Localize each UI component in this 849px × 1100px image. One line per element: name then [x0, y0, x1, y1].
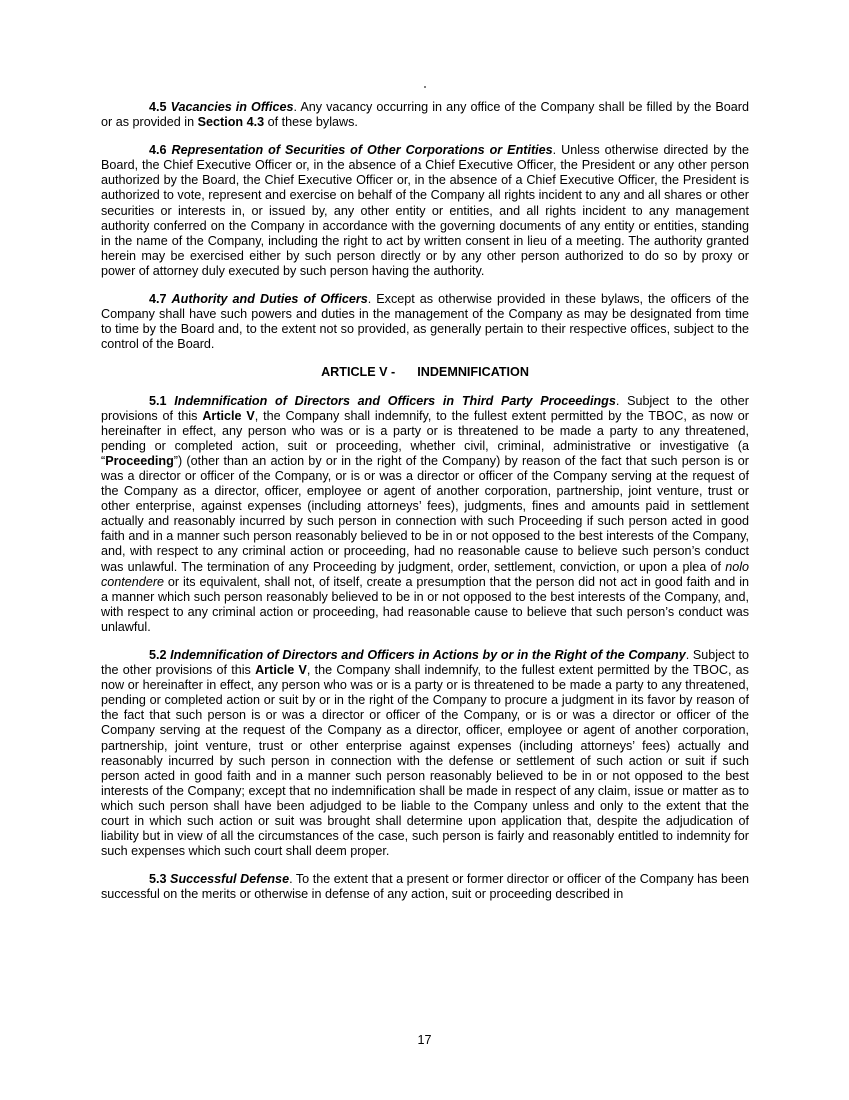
- document-page: [101, 100, 749, 916]
- section-4-7: [101, 292, 749, 352]
- defined-term: Proceeding: [105, 453, 174, 468]
- section-text: . Subject to the other provisions of this: [101, 393, 750, 423]
- section-text: . Except as otherwise provided in these bylaws, the officers of the Company shall have such powers and duties in the management of the Company as may be designated from time to time by the Board and, to the extent not so provided, as generally pertain to their respective offices, subject to the control of the Board.: [101, 292, 750, 352]
- section-text: , the Company shall indemnify, to the fullest extent permitted by the TBOC, as now or hereinafter in effect, any person who was or is a party or is threatened to be made a party to any threatened, pending or completed action or suit by or in the right of the Company to procure a judgment in its favor by reason of the fact that such person is or was a director or officer of the Company, or is or was a director or officer of the Company serving at the request of the Company as a director, officer, employee or agent of another corporation, partnership, joint venture, trust or other enterprise against expenses (including attorneys’ fees) actually and reasonably incurred by such person in connection with the defense or settlement of such action or suit if such person acted in good faith and in a manner such person reasonably believed to be in or not opposed to the best interests of the Company; except that no indemnification shall be made in respect of any claim, issue or matter as to which such person shall have been adjudged to be liable to the Company unless and only to the extent that the court in which such action or suit was brought shall determine upon application that, despite the adjudication of liability but in view of all the circumstances of the case, such person is fairly and reasonably entitled to indemnity for such expenses which such court shall deem proper.: [101, 663, 749, 859]
- article-name: INDEMNIFICATION: [417, 365, 529, 380]
- section-reference: Section 4.3: [197, 115, 265, 130]
- scan-speck: [424, 86, 426, 88]
- section-text: . Unless otherwise directed by the Board, the Chief Executive Officer or, in the absence of a Chief Executive Officer, the President or any other person authorized by the Board, the Chief Executive Officer or, in the absence of a Chief Executive Officer, the President is authorized to vote, represent and exercise on behalf of the Company all rights incident to any and all shares or other securities or interests in, or issued by, any other entity or entities, and all rights incident to any management authority conferred on the Company in accordance with the governing documents of any entity or entities, standing in the name of the Company, including the right to act by written consent in lieu of a meeting. The authority granted herein may be exercised either by such person directly or by any other person authorized to do so by proxy or power of attorney duly executed by such person having the authority.: [101, 143, 750, 278]
- section-text: . Subject to the other provisions of this: [101, 648, 749, 678]
- latin-term: nolo contendere: [101, 559, 749, 589]
- section-number: 5.1: [149, 393, 167, 408]
- section-title: Indemnification of Directors and Officers in Actions by or in the Right of the Company: [170, 648, 686, 662]
- section-title: Vacancies in Offices: [170, 100, 294, 114]
- section-number: 4.6: [149, 143, 167, 158]
- section-text: . Any vacancy occurring in any office of the Company shall be filled by the Board or as provided in: [101, 100, 749, 130]
- section-title: Indemnification of Directors and Officers in Third Party Proceedings: [174, 393, 616, 408]
- section-4-5: [101, 100, 749, 130]
- page-number: 17: [417, 1033, 432, 1047]
- section-text: of these bylaws.: [264, 115, 358, 130]
- section-text: . To the extent that a present or former director or officer of the Company has been successful on the merits or otherwise in defense of any action, suit or proceeding described in: [101, 872, 749, 902]
- section-title: Representation of Securities of Other Corporations or Entities: [171, 143, 553, 158]
- article-reference: Article V: [255, 663, 307, 678]
- section-text: or its equivalent, shall not, of itself, create a presumption that the person did not act in good faith and in a manner which such person reasonably believed to be in or not opposed to the best interests of the Company, and, with respect to any criminal action or proceeding, had reasonable cause to believe that such person’s conduct was unlawful.: [101, 574, 749, 634]
- article-label: ARTICLE V -: [321, 365, 396, 380]
- section-4-6: [101, 143, 749, 279]
- section-5-3: [101, 872, 749, 902]
- section-5-2: [101, 648, 749, 859]
- section-number: 5.3: [149, 872, 167, 887]
- section-title: Successful Defense: [170, 872, 290, 887]
- section-5-1: [101, 394, 749, 636]
- section-title: Authority and Duties of Officers: [171, 292, 368, 307]
- article-reference: Article V: [202, 408, 255, 423]
- section-text: , the Company shall indemnify, to the fullest extent permitted by the TBOC, as now or hereinafter in effect, any person who was or is a party or is threatened to be made a party to any threatened, pending or completed action, suit or proceeding, whether civil, criminal, administrative or investigative (a “: [101, 408, 749, 468]
- article-heading: [101, 365, 749, 380]
- section-number: 5.2: [149, 648, 167, 662]
- section-number: 4.7: [149, 292, 167, 307]
- section-number: 4.5: [149, 100, 167, 114]
- section-text: ”) (other than an action by or in the right of the Company) by reason of the fact that such person is or was a director or officer of the Company, or is or was a director or officer of the Company serving at the request of the Company as a director, officer, employee or agent of another corporation, partnership, joint venture, trust or other enterprise, against expenses (including attorneys’ fees), judgments, fines and amounts paid in settlement actually and reasonably incurred by such person in connection with such Proceeding if such person acted in good faith and in a manner such person reasonably believed to be in or not opposed to the best interests of the Company, and, with respect to any criminal action or proceeding, had no reasonable cause to believe such person’s conduct was unlawful. The termination of any Proceeding by judgment, order, settlement, conviction, or upon a plea of: [101, 453, 749, 574]
